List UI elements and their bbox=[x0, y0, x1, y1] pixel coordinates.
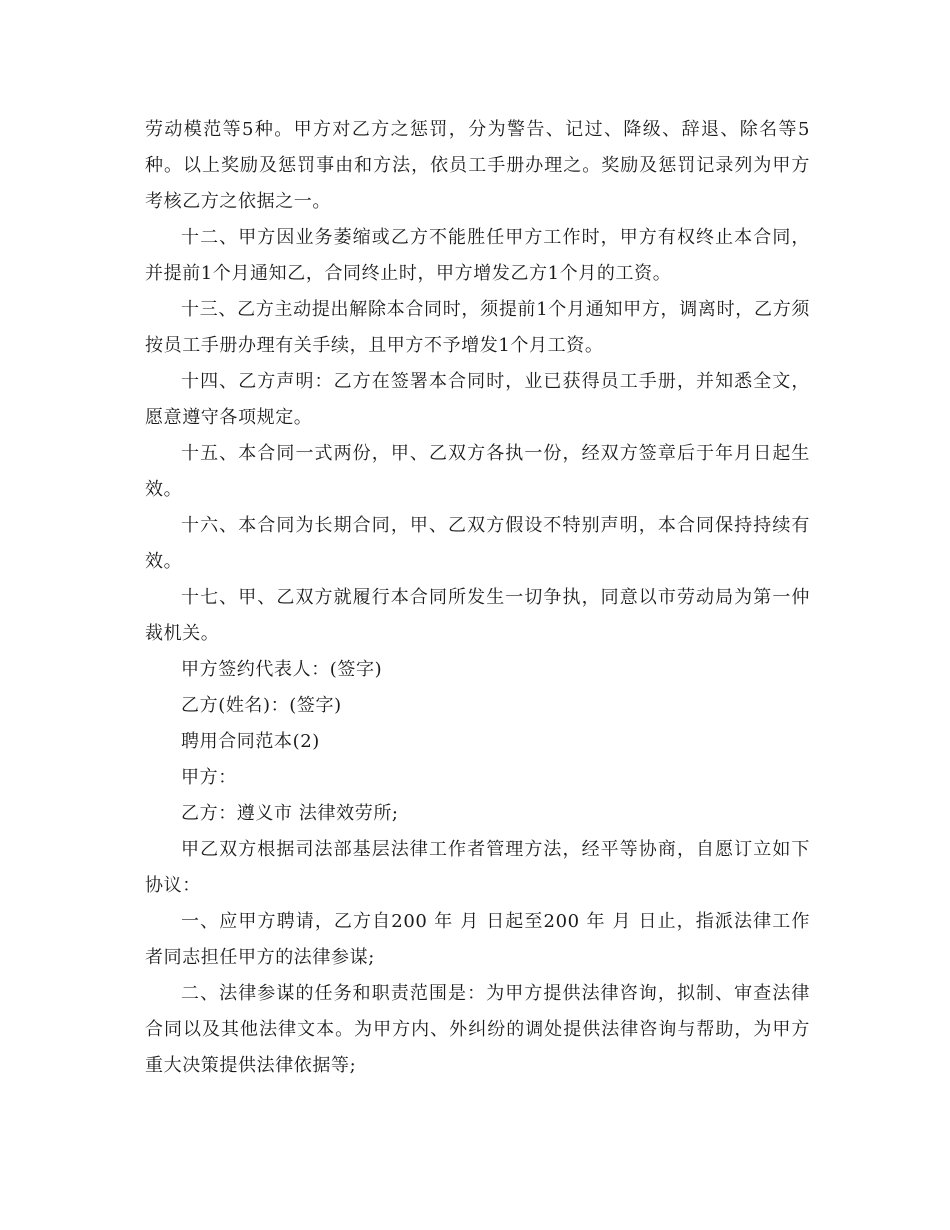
signature-party-a: 甲方签约代表人：(签字) bbox=[181, 659, 383, 680]
paragraph-clause-17: 十七、甲、乙双方就履行本合同所发生一切争执，同意以市劳动局为第一仲裁机关。 bbox=[145, 587, 810, 644]
party-b-line: 乙方：遵义市 法律效劳所; bbox=[181, 803, 399, 824]
paragraph-clause-14: 十四、乙方声明：乙方在签署本合同时，业已获得员工手册，并知悉全文，愿意遵守各项规定。 bbox=[145, 371, 810, 428]
paragraph-clause-1: 一、应甲方聘请，乙方自200 年 月 日起至200 年 月 日止，指派法律工作者同志担任甲方的法律参谋; bbox=[145, 911, 810, 968]
paragraph-preamble: 甲乙双方根据司法部基层法律工作者管理方法，经平等协商，自愿订立如下协议： bbox=[145, 839, 810, 896]
party-a-line: 甲方： bbox=[181, 767, 237, 788]
paragraph-clause-12: 十二、甲方因业务萎缩或乙方不能胜任甲方工作时，甲方有权终止本合同，并提前1个月通知乙，合同终止时，甲方增发乙方1个月的工资。 bbox=[145, 227, 810, 284]
section-title: 聘用合同范本(2) bbox=[181, 731, 320, 752]
paragraph-clause-16: 十六、本合同为长期合同，甲、乙双方假设不特别声明，本合同保持持续有效。 bbox=[145, 515, 810, 572]
paragraph-clause-15: 十五、本合同一式两份，甲、乙双方各执一份，经双方签章后于年月日起生效。 bbox=[145, 443, 810, 500]
paragraph-clause-2: 二、法律参谋的任务和职责范围是：为甲方提供法律咨询，拟制、审查法律合同以及其他法律文本。为甲方内、外纠纷的调处提供法律咨询与帮助，为甲方重大决策提供法律依据等; bbox=[145, 983, 810, 1076]
paragraph-clause-13: 十三、乙方主动提出解除本合同时，须提前1个月通知甲方，调离时，乙方须按员工手册办理有关手续，且甲方不予增发1个月工资。 bbox=[145, 299, 810, 356]
paragraph-continuation: 劳动模范等5种。甲方对乙方之惩罚，分为警告、记过、降级、辞退、除名等5种。以上奖励及惩罚事由和方法，依员工手册办理之。奖励及惩罚记录列为甲方考核乙方之依据之一。 bbox=[145, 119, 810, 212]
document-body bbox=[145, 112, 810, 1084]
signature-party-b: 乙方(姓名)：(签字) bbox=[181, 695, 342, 716]
